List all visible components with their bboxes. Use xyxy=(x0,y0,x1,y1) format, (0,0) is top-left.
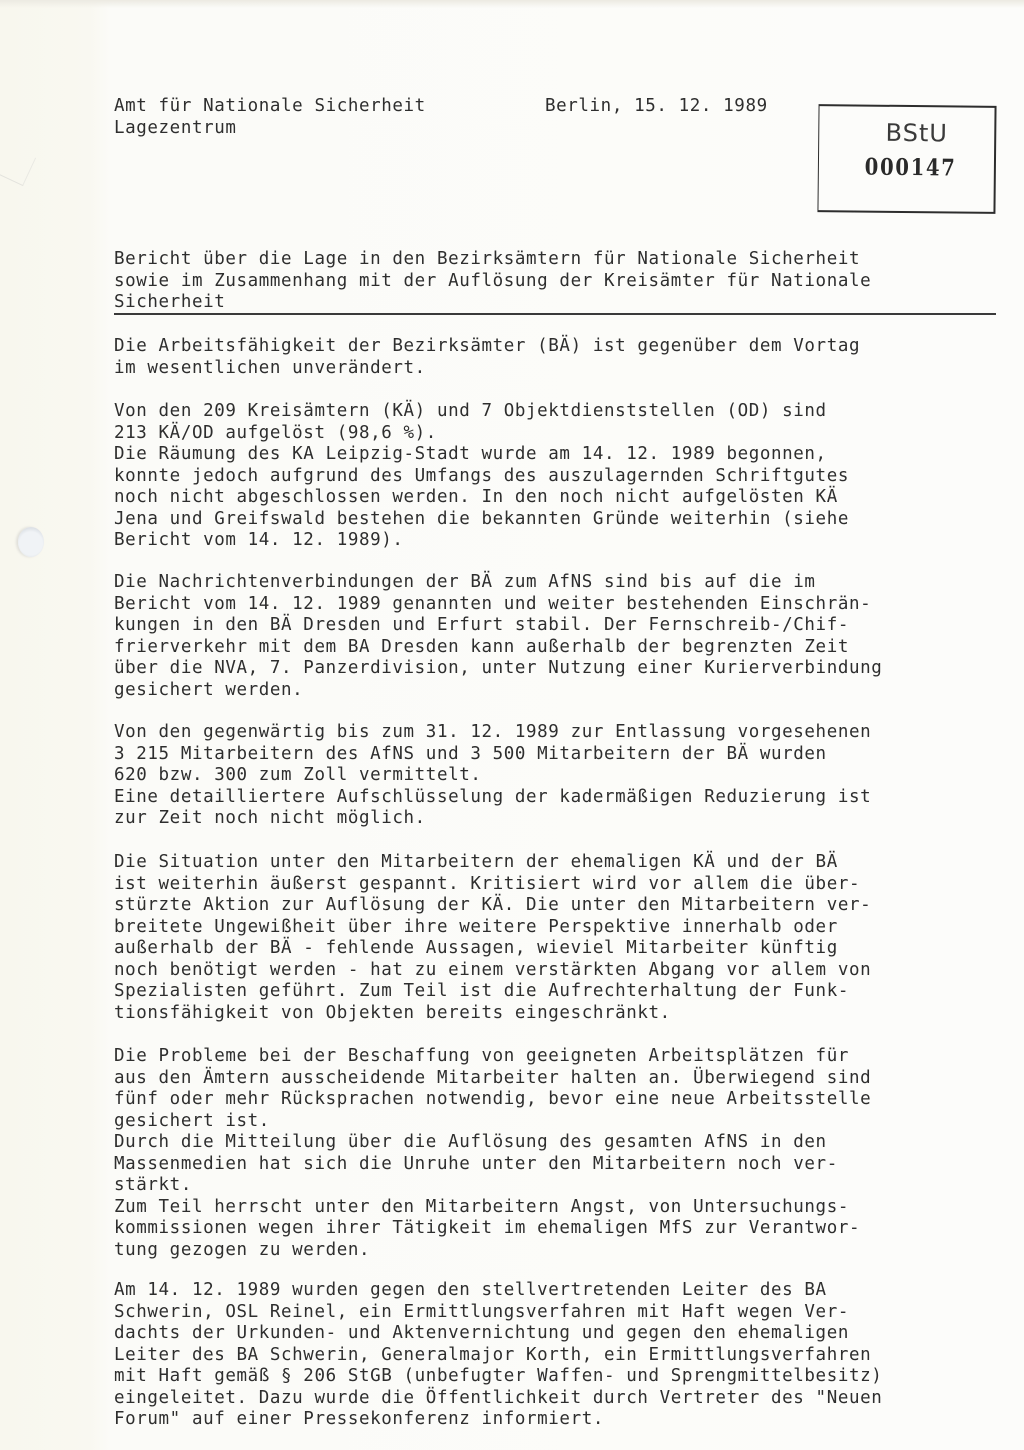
text-line: kommissionen wegen ihrer Tätigkeit im ehemaligen MfS zur Verantwor- xyxy=(114,1218,861,1238)
report-title xyxy=(114,249,871,314)
text-line: Von den gegenwärtig bis zum 31. 12. 1989 zur Entlassung vorgesehenen xyxy=(114,722,872,742)
text-line: ist weiterhin äußerst gespannt. Kritisiert wird vor allem die über- xyxy=(114,873,861,894)
text-line: Jena und Greifswald bestehen die bekannten Gründe weiterhin (siehe xyxy=(114,508,849,529)
text-line: Bericht vom 14. 12. 1989 genannten und weiter bestehenden Einschrän- xyxy=(114,593,872,614)
text-line: tionsfähigkeit von Objekten bereits eingeschränkt. xyxy=(114,1002,671,1023)
text-line: stürzte Aktion zur Auflösung der KÄ. Die unter den Mitarbeitern ver- xyxy=(114,895,872,915)
title-underline xyxy=(114,313,996,315)
text-line: breitete Ungewißheit über ihre weitere Perspektive innerhalb oder xyxy=(114,916,838,937)
paragraph-6 xyxy=(114,1046,871,1261)
sender-block xyxy=(114,96,426,139)
title-line: Sicherheit xyxy=(114,292,226,312)
title-line: sowie im Zusammenhang mit der Auflösung der Kreisämter für Nationale xyxy=(114,270,872,291)
pencil-mark xyxy=(0,145,36,186)
paragraph-1 xyxy=(114,336,860,379)
text-line: 213 KÄ/OD aufgelöst (98,6 %). xyxy=(114,422,437,443)
text-line: gesichert ist. xyxy=(114,1110,270,1131)
stamp-number: 000147 xyxy=(864,153,957,182)
text-line: 620 bzw. 300 zum Zoll vermittelt. xyxy=(114,765,482,785)
sender-line-2: Lagezentrum xyxy=(114,117,237,138)
text-line: Die Situation unter den Mitarbeitern der ehemaligen KÄ und der BÄ xyxy=(114,852,838,872)
punch-hole xyxy=(18,527,44,557)
text-line: fünf oder mehr Rücksprachen notwendig, bevor eine neue Arbeitsstelle xyxy=(114,1089,872,1109)
text-line: Durch die Mitteilung über die Auflösung des gesamten AfNS in den xyxy=(114,1132,827,1152)
place-date: Berlin, 15. 12. 1989 xyxy=(545,96,768,116)
text-line: Leiter des BA Schwerin, Generalmajor Korth, ein Ermittlungsverfahren xyxy=(114,1344,872,1365)
stamp-label: BStU xyxy=(885,118,949,148)
text-line: Die Nachrichtenverbindungen der BÄ zum AfNS sind bis auf die im xyxy=(114,572,816,592)
text-line: gesichert werden. xyxy=(114,679,304,700)
text-line: konnte jedoch aufgrund des Umfangs des auszulagernden Schriftgutes xyxy=(114,465,849,486)
paragraph-2 xyxy=(114,401,849,552)
text-line: Die Probleme bei der Beschaffung von geeigneten Arbeitsplätzen für xyxy=(114,1046,849,1066)
text-line: frierverkehr mit dem BA Dresden kann außerhalb der begrenzten Zeit xyxy=(114,636,849,657)
text-line: Am 14. 12. 1989 wurden gegen den stellvertretenden Leiter des BA xyxy=(114,1280,827,1300)
text-line: Die Räumung des KA Leipzig-Stadt wurde am 14. 12. 1989 begonnen, xyxy=(114,444,827,464)
text-line: Spezialisten geführt. Zum Teil ist die Aufrechterhaltung der Funk- xyxy=(114,981,849,1001)
text-line: Zum Teil herrscht unter den Mitarbeitern Angst, von Untersuchungs- xyxy=(114,1196,849,1217)
archive-stamp xyxy=(817,104,996,214)
text-line: Forum" auf einer Pressekonferenz informiert. xyxy=(114,1409,604,1429)
text-line: noch benötigt werden - hat zu einem verstärkten Abgang vor allem von xyxy=(114,959,872,980)
text-line: tung gezogen zu werden. xyxy=(114,1239,371,1260)
text-line: kungen in den BÄ Dresden und Erfurt stabil. Der Fernschreib-/Chif- xyxy=(114,615,849,635)
paragraph-3 xyxy=(114,572,882,701)
text-line: Bericht vom 14. 12. 1989). xyxy=(114,530,404,550)
text-line: eingeleitet. Dazu wurde die Öffentlichkeit durch Vertreter des "Neuen xyxy=(114,1387,883,1408)
paper-top-edge xyxy=(0,0,1024,8)
text-line: im wesentlichen unverändert. xyxy=(114,357,426,378)
text-line: stärkt. xyxy=(114,1175,192,1195)
text-line: Massenmedien hat sich die Unruhe unter den Mitarbeitern noch ver- xyxy=(114,1153,838,1174)
paragraph-7 xyxy=(114,1280,882,1431)
text-line: zur Zeit noch nicht möglich. xyxy=(114,808,426,828)
paragraph-4 xyxy=(114,722,871,830)
paragraph-5 xyxy=(114,852,871,1024)
text-line: mit Haft gemäß § 206 StGB (unbefugter Waffen- und Sprengmittelbesitz) xyxy=(114,1366,883,1386)
text-line: Von den 209 Kreisämtern (KÄ) und 7 Objektdienststellen (OD) sind xyxy=(114,401,827,421)
text-line: aus den Ämtern ausscheidende Mitarbeiter halten an. Überwiegend sind xyxy=(114,1067,872,1088)
text-line: Eine detailliertere Aufschlüsselung der kadermäßigen Reduzierung ist xyxy=(114,786,872,807)
text-line: dachts der Urkunden- und Aktenvernichtung und gegen den ehemaligen xyxy=(114,1323,849,1343)
text-line: außerhalb der BÄ - fehlende Aussagen, wieviel Mitarbeiter künftig xyxy=(114,938,838,958)
sender-line-1: Amt für Nationale Sicherheit xyxy=(114,96,426,116)
text-line: 3 215 Mitarbeitern des AfNS und 3 500 Mitarbeitern der BÄ wurden xyxy=(114,743,827,764)
text-line: Schwerin, OSL Reinel, ein Ermittlungsverfahren mit Haft wegen Ver- xyxy=(114,1301,849,1322)
title-line: Bericht über die Lage in den Bezirksämtern für Nationale Sicherheit xyxy=(114,249,861,269)
text-line: Die Arbeitsfähigkeit der Bezirksämter (BÄ) ist gegenüber dem Vortag xyxy=(114,336,861,356)
text-line: über die NVA, 7. Panzerdivision, unter Nutzung einer Kurierverbindung xyxy=(114,658,883,678)
text-line: noch nicht abgeschlossen werden. In den noch nicht aufgelösten KÄ xyxy=(114,487,838,507)
